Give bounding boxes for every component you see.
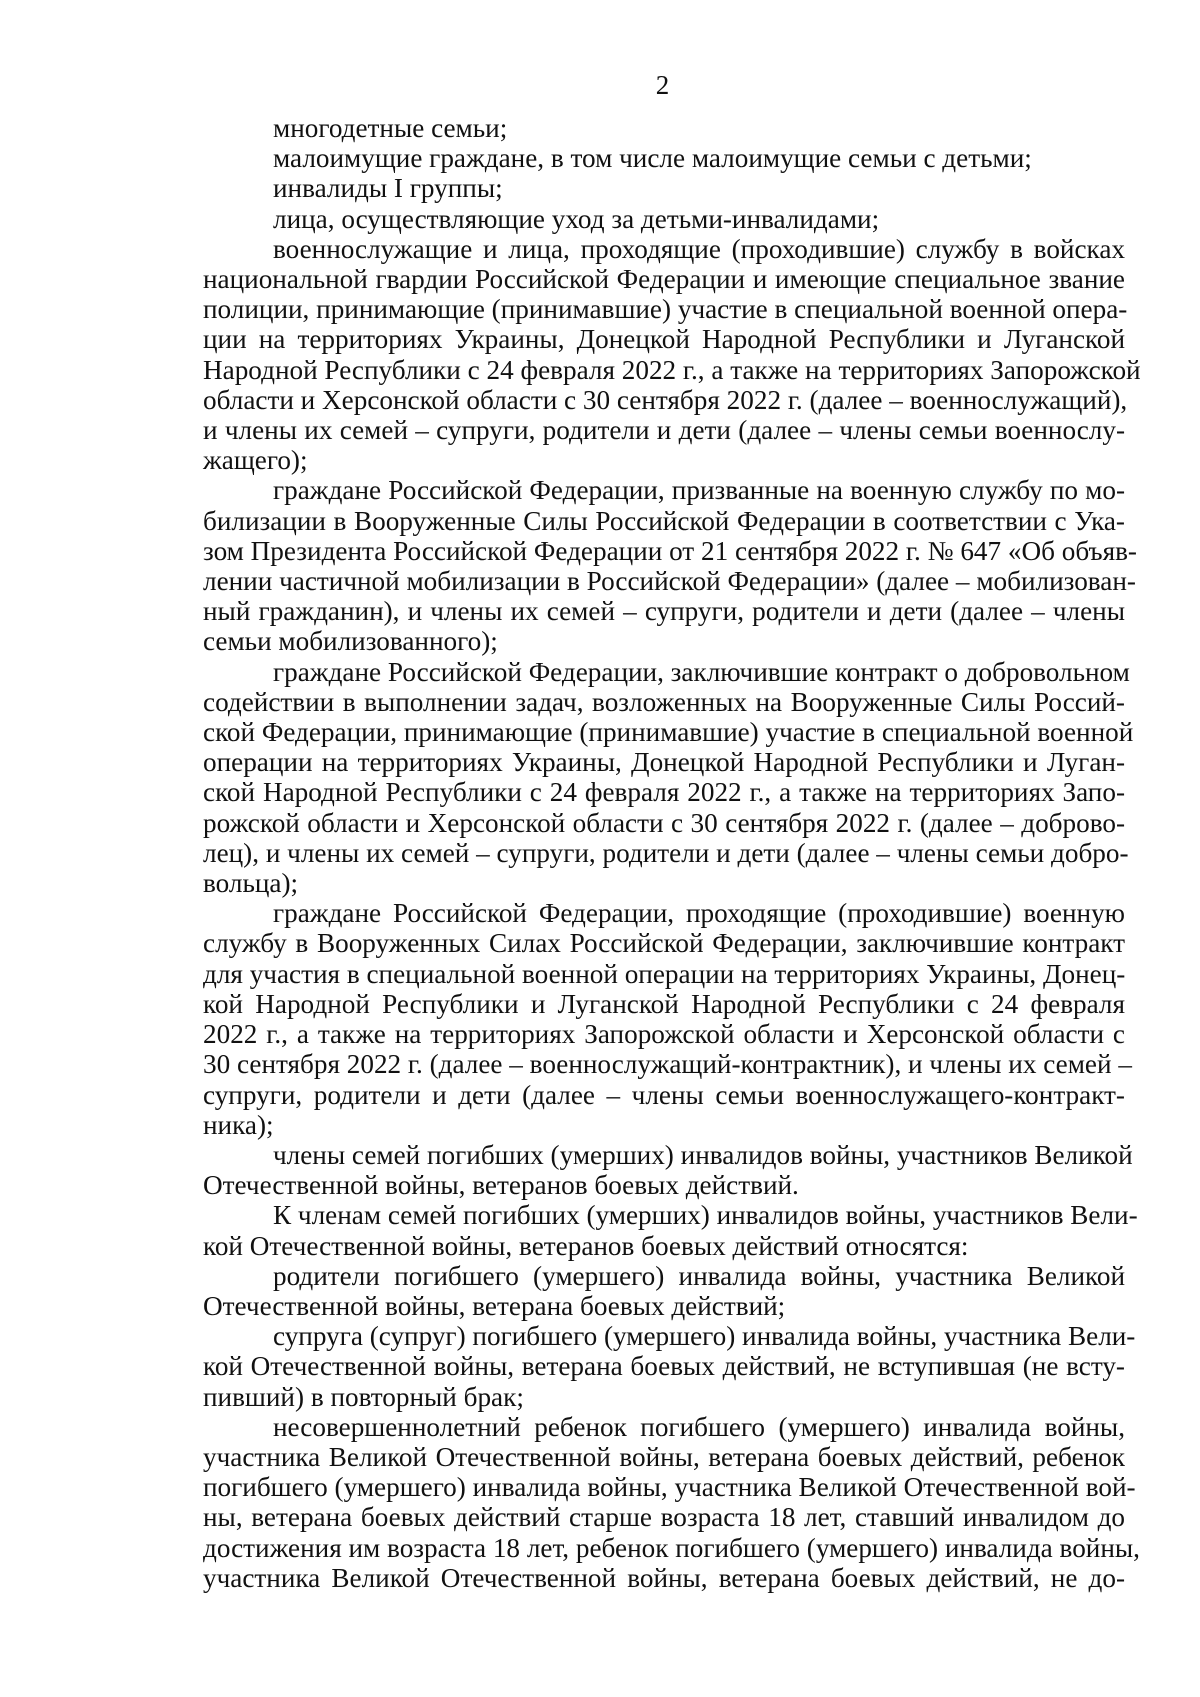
text-line: малоимущие граждане, в том числе малоимущие семьи с детьми; <box>273 143 1032 174</box>
text-line: Народной Республики с 24 февраля 2022 г., а также на территориях Запорожской <box>203 354 1141 385</box>
text-line: члены семей погибших (умерших) инвалидов войны, участников Великой <box>273 1139 1133 1170</box>
text-line: 30 сентября 2022 г. (далее – военнослужащий-контрактник), и члены их семей – <box>203 1049 1132 1080</box>
text-line: области и Херсонской области с 30 сентября 2022 г. (далее – военнослужащий), <box>203 384 1128 415</box>
text-line: кой Народной Республики и Луганской Народной Республики с 24 февраля <box>203 988 1125 1019</box>
text-line: несовершеннолетний ребенок погибшего (умершего) инвалида войны, <box>273 1411 1125 1442</box>
text-line: и члены их семей – супруги, родители и дети (далее – члены семьи военнослу- <box>203 415 1125 446</box>
paragraph <box>203 173 1125 203</box>
text-line: для участия в специальной военной операции на территориях Украины, Донец- <box>203 958 1126 989</box>
paragraph <box>203 1200 1138 1261</box>
text-line: лец), и члены их семей – супруги, родители и дети (далее – члены семьи добро- <box>203 837 1129 868</box>
text-line: кой Отечественной войны, ветеранов боевых действий относятся: <box>203 1230 969 1261</box>
text-line: военнослужащие и лица, проходящие (проходившие) службу в войсках <box>273 233 1125 264</box>
text-line: участника Великой Отечественной войны, ветерана боевых действий, не до- <box>203 1562 1125 1593</box>
paragraph <box>203 233 1141 476</box>
paragraph <box>203 1139 1133 1201</box>
text-line: граждане Российской Федерации, проходящие (проходившие) военную <box>273 898 1125 929</box>
paragraph <box>203 1321 1136 1412</box>
paragraph <box>203 656 1134 899</box>
page-number: 2 <box>655 70 670 100</box>
text-line: полиции, принимающие (принимавшие) участие в специальной военной опера- <box>203 294 1128 325</box>
text-line: национальной гвардии Российской Федерации и имеющие специальное звание <box>203 264 1125 295</box>
text-line: жащего); <box>203 445 308 476</box>
paragraph <box>203 475 1137 657</box>
text-line: супруга (супруг) погибшего (умершего) инвалида войны, участника Вели- <box>273 1321 1136 1352</box>
text-line: кой Отечественной войны, ветерана боевых действий, не вступившая (не всту- <box>203 1351 1125 1382</box>
text-line: ный гражданин), и члены их семей – супруги, родители и дети (далее – члены <box>203 596 1125 627</box>
text-line: граждане Российской Федерации, призванные на военную службу по мо- <box>273 475 1125 506</box>
text-line: лении частичной мобилизации в Российской Федерации» (далее – мобилизован- <box>203 566 1136 597</box>
paragraph <box>203 204 1125 234</box>
text-line: пивший) в повторный брак; <box>203 1381 524 1412</box>
paragraph <box>203 898 1132 1140</box>
text-line: К членам семей погибших (умерших) инвалидов войны, участников Вели- <box>273 1200 1138 1231</box>
text-line: многодетные семьи; <box>273 113 508 143</box>
text-line: вольца); <box>203 868 299 899</box>
text-line: службу в Вооруженных Силах Российской Федерации, заключившие контракт <box>203 928 1125 959</box>
text-line: ции на территориях Украины, Донецкой Народной Республики и Луганской <box>203 324 1125 355</box>
text-line: участника Великой Отечественной войны, ветерана боевых действий, ребенок <box>203 1441 1125 1472</box>
text-line: инвалиды I группы; <box>273 173 503 204</box>
text-line: 2022 г., а также на территориях Запорожской области и Херсонской области с <box>203 1019 1125 1050</box>
text-line: супруги, родители и дети (далее – члены семьи военнослужащего-контракт- <box>203 1079 1125 1110</box>
paragraph <box>203 1411 1140 1593</box>
document-body <box>203 113 1141 1593</box>
text-line: родители погибшего (умершего) инвалида войны, участника Великой <box>273 1260 1125 1291</box>
text-line: лица, осуществляющие уход за детьми-инвалидами; <box>273 203 880 234</box>
text-line: билизации в Вооруженные Силы Российской Федерации в соответствии с Ука- <box>203 505 1125 536</box>
text-line: ны, ветерана боевых действий старше возраста 18 лет, ставший инвалидом до <box>203 1502 1125 1533</box>
text-line: ника); <box>203 1109 274 1140</box>
text-line: Отечественной войны, ветерана боевых действий; <box>203 1290 786 1321</box>
paragraph <box>203 1261 1125 1321</box>
text-line: ской Федерации, принимающие (принимавшие) участие в специальной военной <box>203 717 1134 748</box>
text-line: содействии в выполнении задач, возложенных на Вооруженные Силы Россий- <box>203 686 1125 717</box>
text-line: зом Президента Российской Федерации от 21 сентября 2022 г. № 647 «Об объяв- <box>203 535 1137 566</box>
paragraph <box>203 113 1125 143</box>
text-line: семьи мобилизованного); <box>203 626 498 657</box>
text-line: погибшего (умершего) инвалида войны, участника Великой Отечественной вой- <box>203 1472 1136 1503</box>
paragraph <box>203 143 1125 173</box>
text-line: Отечественной войны, ветеранов боевых действий. <box>203 1170 799 1201</box>
text-line: граждане Российской Федерации, заключившие контракт о добровольном <box>273 656 1130 687</box>
text-line: достижения им возраста 18 лет, ребенок погибшего (умершего) инвалида войны, <box>203 1532 1140 1563</box>
text-line: операции на территориях Украины, Донецкой Народной Республики и Луган- <box>203 747 1125 778</box>
text-line: ской Народной Республики с 24 февраля 2022 г., а также на территориях Запо- <box>203 777 1125 808</box>
text-line: рожской области и Херсонской области с 30 сентября 2022 г. (далее – доброво- <box>203 807 1125 838</box>
